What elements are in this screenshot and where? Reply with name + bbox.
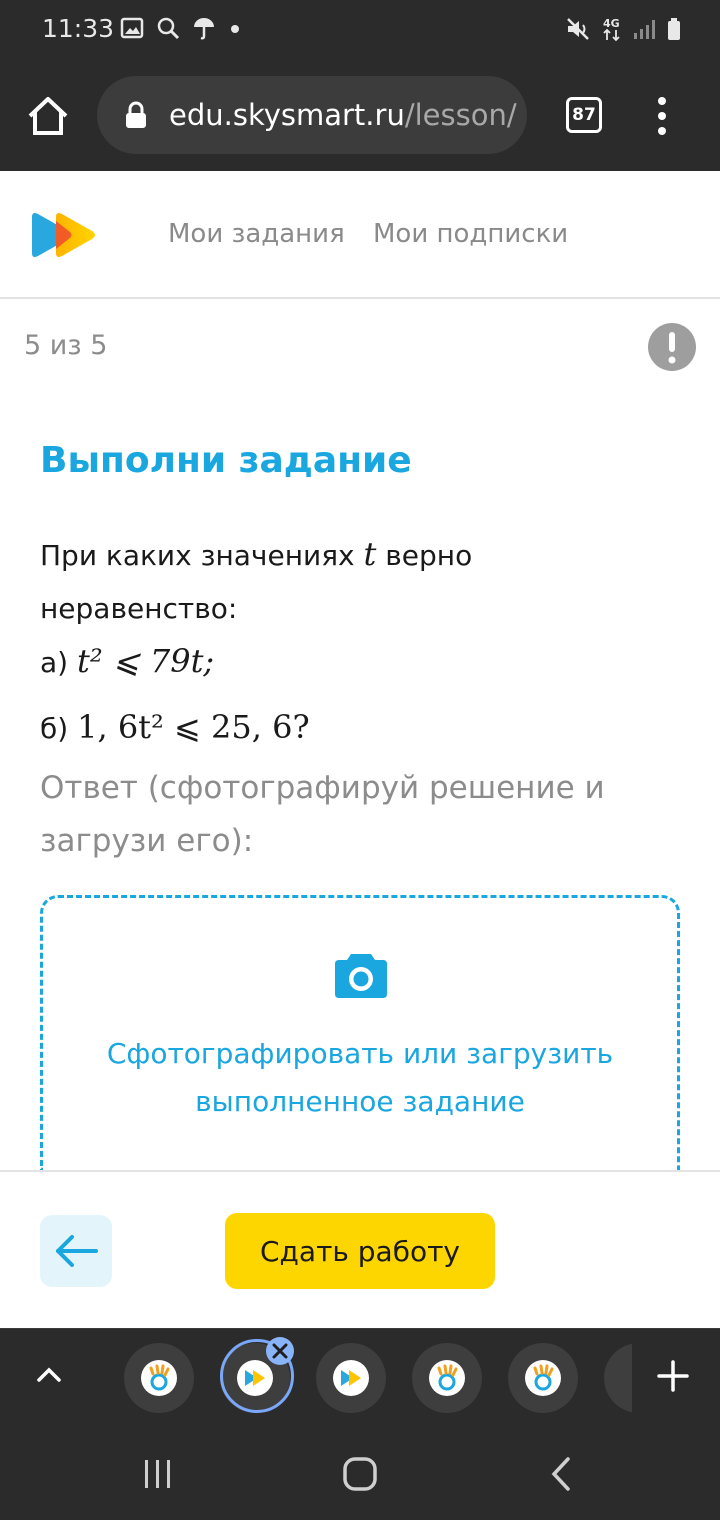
nav-my-subscriptions[interactable]: Мои подписки <box>373 219 569 249</box>
task-counter: 5 из 5 <box>24 330 108 361</box>
browser-toolbar <box>0 58 720 171</box>
tab-strip <box>0 1328 720 1427</box>
lock-icon <box>125 101 147 129</box>
status-notification-icons <box>120 16 242 40</box>
part-b-label: б) <box>40 712 69 745</box>
dot-icon <box>228 16 242 40</box>
tab-favicon <box>429 1360 465 1396</box>
svg-text:4G: 4G <box>603 17 620 30</box>
home-nav-icon[interactable] <box>342 1456 378 1492</box>
image-icon <box>120 17 144 39</box>
tab-switcher-button[interactable]: 87 <box>566 97 602 133</box>
url-domain: edu.skysmart.ru <box>169 98 405 132</box>
status-system-icons <box>566 16 682 42</box>
mute-vibrate-icon <box>566 17 592 41</box>
task-title: Выполни задание <box>40 440 412 481</box>
tab-thumbnail[interactable] <box>508 1343 578 1413</box>
action-divider <box>0 1170 720 1172</box>
network-4g-icon <box>602 16 622 42</box>
camera-icon <box>333 950 389 1000</box>
upload-label-line2: выполненное задание <box>195 1085 525 1118</box>
part-a-label: а) <box>40 646 69 679</box>
status-bar <box>0 0 720 58</box>
question-suffix: верно неравенство: <box>40 539 473 625</box>
upload-label <box>43 1030 677 1126</box>
url-path: /lesson/ <box>404 98 517 132</box>
hand-logo-icon <box>429 1360 465 1396</box>
close-tab-button[interactable] <box>266 1337 294 1365</box>
site-header <box>0 171 720 299</box>
task-part-b <box>40 708 310 746</box>
plus-icon[interactable] <box>656 1359 690 1393</box>
skysmart-logo-icon[interactable] <box>30 211 98 259</box>
tab-thumbnail[interactable] <box>316 1343 386 1413</box>
hand-logo-icon <box>141 1360 177 1396</box>
tab-favicon <box>141 1360 177 1396</box>
home-icon[interactable] <box>26 94 70 138</box>
skysmart-play-icon <box>333 1360 369 1396</box>
part-b-math: 1, 6t² ⩽ 25, 6? <box>77 708 310 746</box>
battery-icon <box>666 17 682 41</box>
overflow-menu-icon[interactable] <box>652 96 672 136</box>
upload-label-line1: Сфотографировать или загрузить <box>106 1037 614 1070</box>
url-text <box>169 98 517 132</box>
report-button[interactable] <box>648 323 696 371</box>
question-variable: t <box>363 535 377 573</box>
arrow-left-icon <box>40 1215 112 1287</box>
url-bar[interactable] <box>97 76 527 154</box>
submit-work-button[interactable]: Сдать работу <box>225 1213 495 1289</box>
tab-thumbnail[interactable] <box>124 1343 194 1413</box>
answer-prompt: Ответ (сфотографируй решение и загрузи его): <box>40 770 605 859</box>
back-nav-icon[interactable] <box>548 1456 574 1492</box>
tab-favicon <box>333 1360 369 1396</box>
umbrella-icon <box>192 16 216 40</box>
signal-icon <box>632 17 656 41</box>
part-a-math: t² ⩽ 79t; <box>77 642 215 680</box>
upload-dropzone[interactable] <box>40 895 680 1171</box>
tab-thumbnail[interactable] <box>412 1343 482 1413</box>
close-icon <box>266 1337 294 1365</box>
nav-my-tasks[interactable]: Мои задания <box>168 219 345 249</box>
back-button[interactable] <box>40 1215 112 1287</box>
chevron-up-icon[interactable] <box>36 1364 62 1384</box>
status-time: 11:33 <box>42 14 115 43</box>
tab-favicon <box>525 1360 561 1396</box>
recent-apps-icon[interactable] <box>142 1458 174 1490</box>
hand-logo-icon <box>525 1360 561 1396</box>
system-nav-bar <box>0 1426 720 1520</box>
task-part-a <box>40 642 214 680</box>
search-icon <box>156 16 180 40</box>
task-question <box>40 528 660 635</box>
exclamation-icon <box>648 323 696 371</box>
question-prefix: При каких значениях <box>40 539 355 572</box>
